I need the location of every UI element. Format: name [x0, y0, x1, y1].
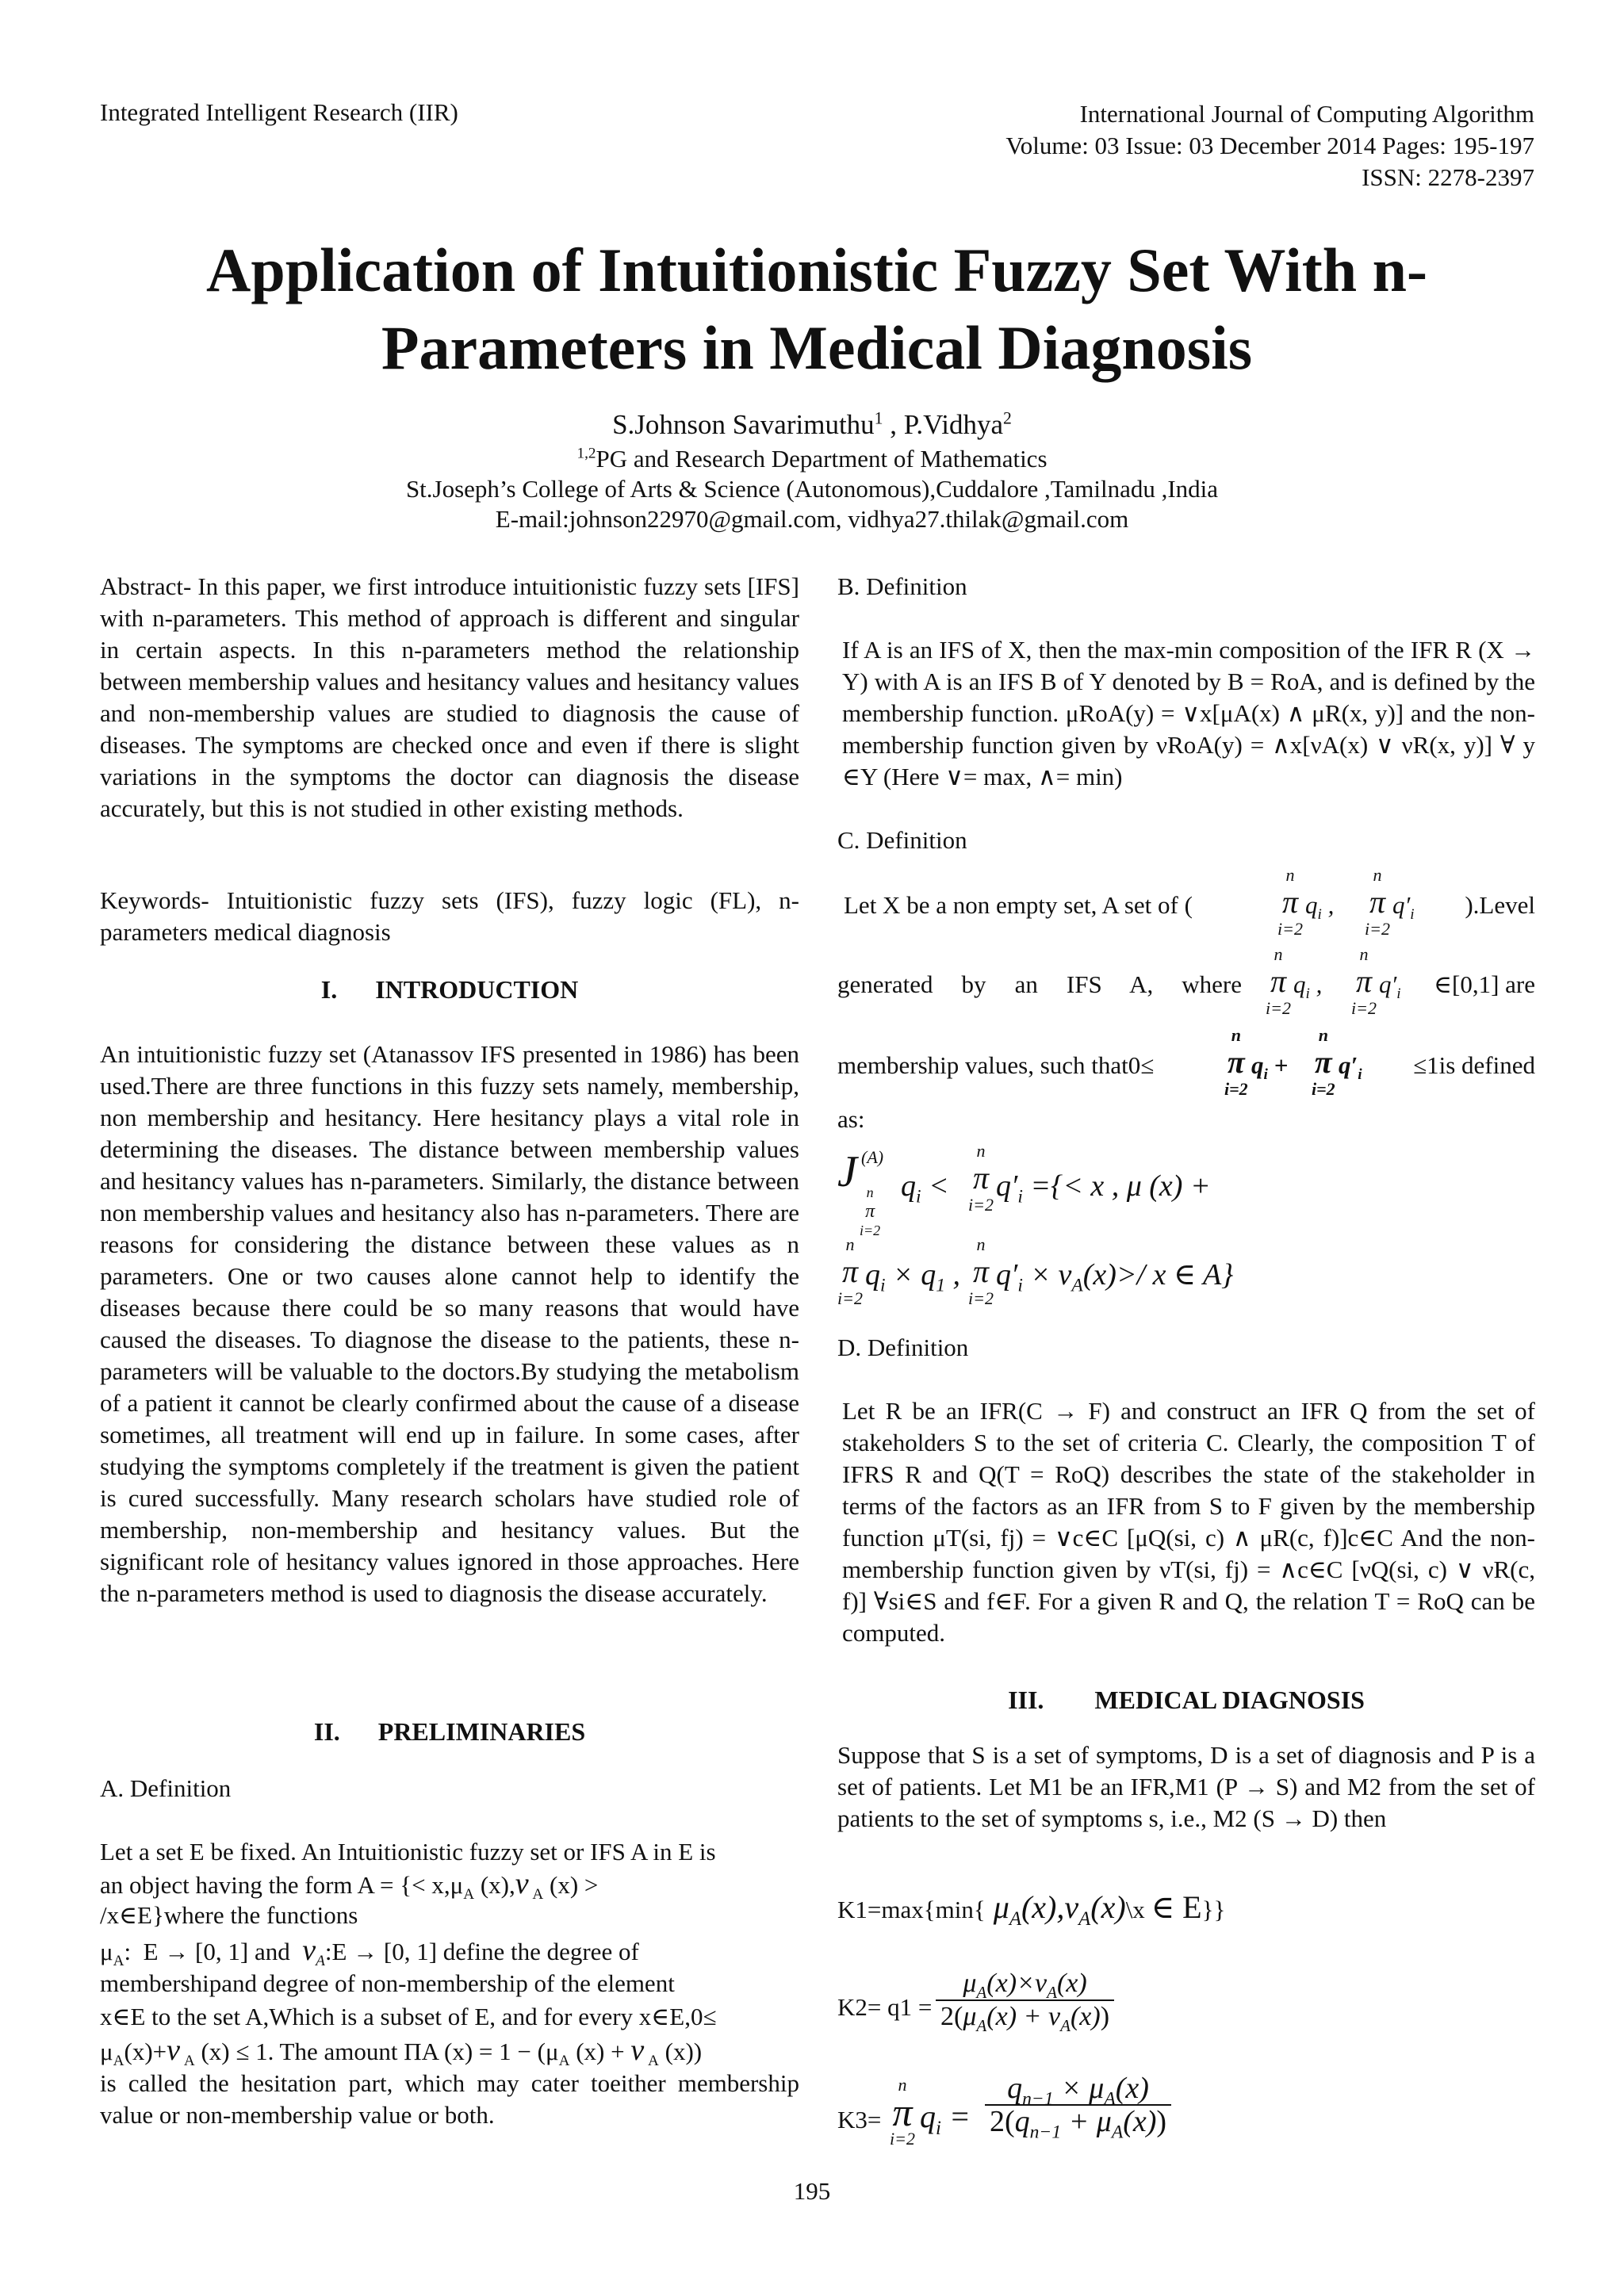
product-operator: n π i=2: [1266, 944, 1291, 1018]
author-1-sup: 1: [874, 408, 883, 428]
product-operator: n π i=2: [1224, 1025, 1248, 1099]
definition-a-line-8: is called the hesitation part, which may cater toeither membership value or non-membership value or both.: [100, 2069, 799, 2129]
author-separator: ,: [883, 409, 904, 440]
product-operator: n π i=2: [1351, 944, 1377, 1018]
author-1: S.Johnson Savarimuthu: [612, 409, 875, 440]
journal-volume: Volume: 03 Issue: 03 December 2014 Pages: 195-197: [1005, 132, 1534, 159]
formula-k3-label: K3=: [837, 2106, 882, 2133]
definition-c-text: membership values, such that0≤: [837, 1051, 1155, 1079]
definition-d-paragraph: Let R be an IFR(C → F) and construct an IFR Q from the set of stakeholders S to the set of criteria C. Clearly, the composition T of IFRS R and Q(T = RoQ) describes the state of the stakeholder in terms of the factors as an IFR from S to F given by the membership function μT(si, fj) = ∨c∈C [μQ(si, c) ∧ μR(c, f)]c∈C And the non-membership function given by νT(si, fj) = ∧c∈C [νQ(si, c) ∨ νR(c, f)] ∀si∈S and f∈F. For a given R and Q, the relation T = RoQ can be computed.: [842, 1397, 1535, 1647]
section-title: PRELIMINARIES: [377, 1717, 586, 1746]
definition-c-line-3: membership values, such that0≤ n π i=2 $q_i$ + n π i=2 $q'_i$ ≤1is defined: [837, 1025, 1535, 1099]
definition-a-text: an object having the form A = {< x,μ: [100, 1871, 464, 1899]
formula-k2: K2= q1 = $\frac{\mu_A(x)\times\nu_A(x)}{2(\mu_A(x) + \nu_A(x))}$: [837, 1968, 1535, 2047]
introduction-paragraph: An intuitionistic fuzzy set (Atanassov IFS presented in 1986) has been used.There are three functions in this fuzzy sets namely, membership, non membership and hesitancy. Here hesitancy plays a vital role in determining the diseases. The distance between membership values and hesitancy values has n-parameters. Similarly, the distance between non membership values and hesitancy also has n-parameters. There are reasons for considering the distance between these values as n parameters. One or two causes alone cannot help to identify the diseases because there could be so many reasons that would have caused the diseases. To diagnose the disease to the patients, these n-parameters will be valuable to the doctors.By studying the metabolism of a patient it cannot be clearly confirmed about the cause of a disease sometimes, all treatment will end up in failure. In some cases, after studying the symptoms completely if the treatment is given the patient is cured successfully. Many research scholars have studied role of membership, non-membership and hesitancy values. But the significant role of hesitancy values ignored in those approaches. Here the n-parameters method is used to diagnosis the disease accurately.: [100, 1040, 799, 1607]
journal-series-label: Integrated Intelligent Research (IIR): [100, 98, 458, 126]
author-emails: E-mail:johnson22970@gmail.com, vidhya27.thilak@gmail.com: [495, 505, 1129, 533]
author-2-sup: 2: [1003, 408, 1012, 428]
definition-a-line-5: membershipand degree of non-membership of the element: [100, 1969, 675, 1997]
paper-title-line1: Application of Intuitionistic Fuzzy Set With n-: [206, 235, 1427, 304]
author-2: P.Vidhya: [903, 409, 1004, 440]
definition-a-line-7: $\mu_A(x)+\nu$ $_A$ (x) ≤ 1. The amount ΠA $(x) = 1 - (\mu_A$ (x) + ν $_A$ (x)): [100, 2034, 703, 2070]
product-operator: n π i=2: [1277, 865, 1303, 939]
definition-a-line-6: x∈E to the set A,Which is a subset of E, and for every x∈E,0≤: [100, 2003, 717, 2030]
medical-diagnosis-paragraph: Suppose that S is a set of symptoms, D is a set of diagnosis and P is a set of patients. Let M1 be an IFR,M1 (P → S) and M2 from the set of patients to the set of symptoms s, i.e., M2 (S → D) then: [837, 1741, 1535, 1832]
definition-c-text: ≤1is defined: [1413, 1051, 1535, 1079]
section-title: MEDICAL DIAGNOSIS: [1094, 1686, 1365, 1714]
definition-d-heading: D. Definition: [837, 1334, 969, 1361]
affiliation-college: St.Joseph’s College of Arts & Science (Autonomous),Cuddalore ,Tamilnadu ,India: [405, 475, 1219, 503]
definition-a-text: :E → [0, 1] define the degree of: [324, 1938, 639, 1965]
level-set-formula: J (A) n π i=2 $q_i$ < n π i=2 $q'_i$ ={< x , μ (x) + n π i=2 $q_i \times q_1$ , n π i=2 $q'_i \times \nu_A(x)>/$ x ∈ A}: [837, 1141, 1234, 1308]
product-operator: n π i=2: [1365, 865, 1390, 939]
section-heading-preliminaries: [100, 1716, 799, 1747]
journal-info: [821, 98, 1534, 193]
formula-k1: K1=max{min{ $\mu_A(x),\nu_A(x)\backslash x$ ∈ E}}: [837, 1889, 1226, 1930]
formula-k2-label: K2= q1 =: [837, 1993, 933, 2021]
journal-issn: ISSN: 2278-2397: [1362, 163, 1534, 191]
definition-c-heading: C. Definition: [837, 826, 967, 854]
section-heading-introduction: [100, 974, 799, 1005]
abstract: Abstract- In this paper, we first introduce intuitionistic fuzzy sets [IFS] with n-parameters. This method of approach is different and singular in certain aspects. In this n-parameters method the relationship between membership values and hesitancy values and hesitancy values and non-membership values are studied to diagnosis the cause of diseases. The symptoms are checked once and even if there is slight variations in the symptoms the doctor can diagnosis the disease accurately, but this is not studied in other existing methods.: [100, 572, 799, 822]
definition-b-paragraph: If A is an IFS of X, then the max-min composition of the IFR R (X → Y) with A is an IFS B of Y denoted by B = RoA, and is defined by the membership function. μRoA(y) = ∨x[μA(x) ∧ μR(x, y)] and the non-membership function given by νRoA(y) = ∧x[νA(x) ∨ νR(x, y)] ∀ y ∈Y (Here ∨= max, ∧= min): [842, 636, 1535, 790]
definition-a-line-3: /x∈E}where the functions: [100, 1901, 358, 1929]
definition-a-heading: A. Definition: [100, 1774, 232, 1802]
section-number: II.: [313, 1717, 340, 1746]
definition-c-line-2: generated by an IFS A, where n π i=2 $q_i$ , n π i=2 $q'_i$ ∈[0,1] are: [837, 944, 1535, 1018]
section-number: III.: [1008, 1686, 1044, 1714]
section-number: I.: [320, 975, 338, 1004]
paper-title: [103, 232, 1530, 387]
definition-c-line-1: Let X be a non empty set, A set of ( n π i=2 $q_i$ , n π i=2 $q'_i$ ).Level: [844, 865, 1535, 939]
formula-k1-label: K1=max{min{: [837, 1896, 986, 1923]
affiliation-department-text: PG and Research Department of Mathematics: [596, 445, 1048, 473]
definition-c-line-4: as:: [837, 1105, 865, 1133]
definition-a-text: (x) ≤ 1. The amount ΠA (x) = 1 − (μ: [201, 2038, 559, 2065]
affiliation-sup: 1,2: [576, 445, 596, 462]
affiliation-department: [0, 444, 1624, 474]
journal-name: International Journal of Computing Algorithm: [1079, 100, 1534, 128]
keywords: Keywords- Intuitionistic fuzzy sets (IFS), fuzzy logic (FL), n-parameters medical diagnosis: [100, 886, 799, 946]
definition-c-text: generated by an IFS A, where: [837, 970, 1242, 998]
author-line: [0, 409, 1624, 441]
definition-a-line-1: Let a set E be fixed. An Intuitionistic fuzzy set or IFS A in E is: [100, 1838, 716, 1866]
definition-c-text: ).Level: [1465, 891, 1535, 919]
definition-c-text: ∈[0,1] are: [1434, 970, 1535, 998]
page-number: 195: [793, 2177, 831, 2205]
product-operator: n π i=2: [1312, 1025, 1335, 1099]
section-title: INTRODUCTION: [375, 975, 579, 1004]
section-heading-medical-diagnosis: [837, 1684, 1535, 1716]
paper-title-line2: Parameters in Medical Diagnosis: [381, 313, 1253, 382]
formula-k3: K3= n π i=2 $q_i$ = $\frac{q_{n-1} \times \mu_A(x)}{2(q_{n-1} + \mu_A(x))}$: [837, 2072, 1535, 2160]
definition-a-line-4: $\mu_A$: E → [0, 1] and $\nu_A:E \to [0$, 1] define the degree of: [100, 1934, 639, 1970]
definition-b-heading: B. Definition: [837, 572, 967, 600]
definition-a-text: E → [0, 1] and: [143, 1938, 290, 1965]
definition-a-line-2: an object having the form A = {< $x,\mu_A$ (x),ν $_A$ (x) >: [100, 1867, 599, 1904]
definition-c-text: Let X be a non empty set, A set of (: [844, 891, 1193, 919]
